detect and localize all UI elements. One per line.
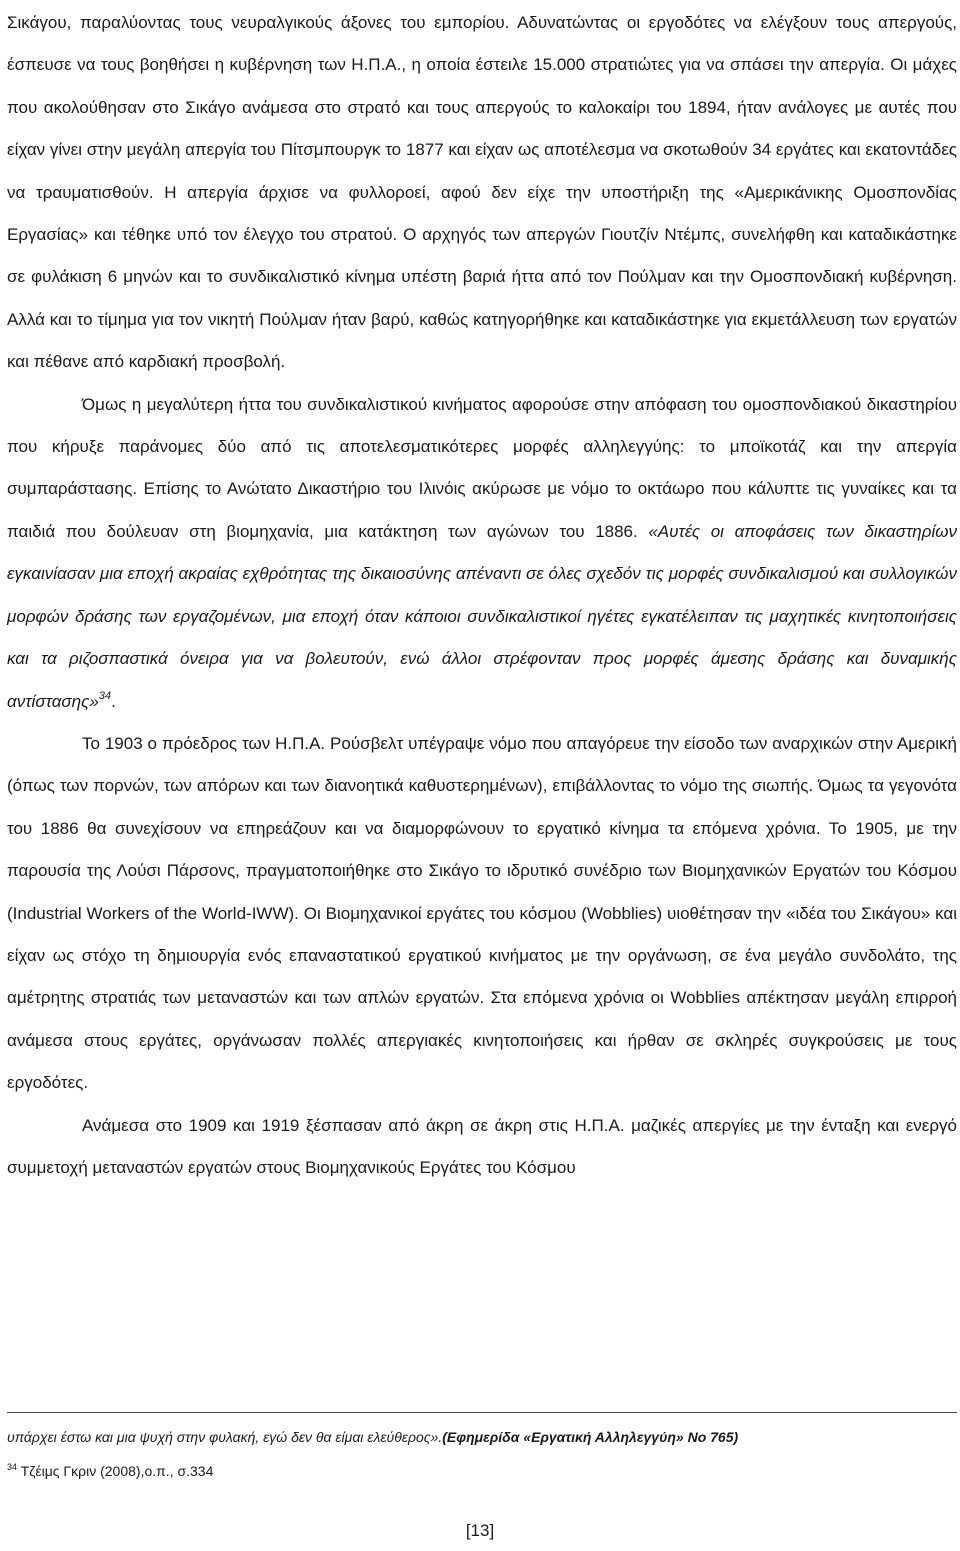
footnote-number: 34 [7, 1462, 18, 1472]
footnote-separator [7, 1412, 957, 1413]
paragraph: Σικάγου, παραλύοντας τους νευραλγικούς άξονες του εμπορίου. Αδυνατώντας οι εργοδότες να ελέγξουν τους απεργούς, έσπευσε να τους βοηθήσει η κυβέρνηση των Η.Π.Α., η οποία έστειλε 15.000 στρατιώτες για να σπάσει την απεργία. Οι μάχες που ακολούθησαν στο Σικάγο ανάμεσα στο στρατό και τους απεργούς το καλοκαίρι του 1894, ήταν ανάλογες με αυτές που είχαν γίνει στην μεγάλη απεργία του Πίτσμπουργκ το 1877 και είχαν ως αποτέλεσμα να σκοτωθούν 34 εργάτες και εκατοντάδες να τραυματισθούν. Η απεργία άρχισε να φυλλοροεί, αφού δεν είχε την υποστήριξη της «Αμερικάνικης Ομοσπονδίας Εργασίας» και τέθηκε υπό τον έλεγχο του στρατού. Ο αρχηγός των απεργών Γιουτζίν Ντέμπς, συνελήφθη και καταδικάστηκε σε φυλάκιση 6 μηνών και το συνδικαλιστικό κίνημα υπέστη βαριά ήττα από τον Πούλμαν και την Ομοσπονδιακή κυβέρνηση. Αλλά και το τίμημα για τον νικητή Πούλμαν ήταν βαρύ, καθώς κατηγορήθηκε και καταδικάστηκε για εκμετάλλευση των εργατών και πέθανε από καρδιακή προσβολή. [7, 13, 957, 372]
footnote-quote: υπάρχει έστω και μια ψυχή στην φυλακή, εγώ δεν θα είμαι ελεύθερος». [7, 1429, 443, 1445]
footnote-reference[interactable]: 34 [98, 689, 112, 702]
footnotes [7, 1426, 957, 1482]
body-text [7, 2, 957, 1189]
paragraph [7, 384, 957, 723]
quotation: «Αυτές οι αποφάσεις των δικαστηρίων εγκαινίασαν μια εποχή ακραίας εχθρότητας της δικαιοσύνης απέναντι σε όλες σχεδόν τις μορφές συνδικαλισμού και συλλογικών μορφών δράσης των εργαζομένων, μια εποχή όταν κάποιοι συνδικαλιστικοί ηγέτες εγκατέλειπαν τις μαχητικές κινητοποιήσεις και τα ριζοσπαστικά όνειρα για να βολευτούν, ενώ άλλοι στρέφονταν προς μορφές άμεσης δράσης και δυναμικής αντίστασης» [7, 521, 957, 711]
sentence-end: . [111, 691, 116, 711]
page-number: [13] [465, 1521, 495, 1540]
paragraph: Το 1903 ο πρόεδρος των Η.Π.Α. Ρούσβελτ υπέγραψε νόμο που απαγόρευε την είσοδο των αναρχικών στην Αμερική (όπως των πορνών, των απόρων και των διανοητικά καθυστερημένων), επιβάλλοντας το νόμο της σιωπής. Όμως τα γεγονότα του 1886 θα συνεχίσουν να επηρεάζουν και να διαμορφώνουν το εργατικό κίνημα τα επόμενα χρόνια. Το 1905, με την παρουσία της Λούσι Πάρσονς, πραγματοποιήθηκε στο Σικάγο το ιδρυτικό συνέδριο των Βιομηχανικών Εργατών του Κόσμου (Industrial Workers of the World-IWW). Οι Βιομηχανικοί εργάτες του κόσμου (Wobblies) υιοθέτησαν την «ιδέα του Σικάγου» και είχαν ως στόχο τη δημιουργία ενός επαναστατικού εργατικού κινήματος με την οργάνωση, σε ένα μεγάλο συνδολάτο, της αμέτρητης στρατιάς των μεταναστών και των απλών εργατών. Στα επόμενα χρόνια οι Wobblies απέκτησαν μεγάλη επιρροή ανάμεσα στους εργάτες, οργάνωσαν πολλές απεργιακές κινητοποιήσεις και ήρθαν σε σκληρές συγκρούσεις με τους εργοδότες. [7, 733, 957, 1093]
paragraph-text: Όμως η μεγαλύτερη ήττα του συνδικαλιστικού κινήματος αφορούσε στην απόφαση του ομοσπονδιακού δικαστηρίου που κήρυξε παράνομες δύο από τις αποτελεσματικότερες μορφές αλληλεγγύης: το μποϊκοτάζ και την απεργία συμπαράστασης. Επίσης το Ανώτατο Δικαστήριο του Ιλινόις ακύρωσε με νόμο το οκτάωρο που κάλυπτε τις γυναίκες και τα παιδιά που δούλευαν στη βιομηχανία, μια κατάκτηση των αγώνων του 1886. [7, 394, 957, 541]
footnote-continuation [7, 1426, 957, 1448]
paragraph: Ανάμεσα στο 1909 και 1919 ξέσπασαν από άκρη σε άκρη στις Η.Π.Α. μαζικές απεργίες με την ένταξη και ενεργό συμμετοχή μεταναστών εργατών στους Βιομηχανικούς Εργάτες του Κόσμου [7, 1115, 957, 1177]
footnote-34 [7, 1460, 957, 1482]
footnote-text: Τζέιμς Γκριν (2008),ο.π., σ.334 [17, 1463, 214, 1479]
footnote-source: (Εφημερίδα «Εργατική Αλληλεγγύη» Νο 765) [442, 1429, 739, 1445]
